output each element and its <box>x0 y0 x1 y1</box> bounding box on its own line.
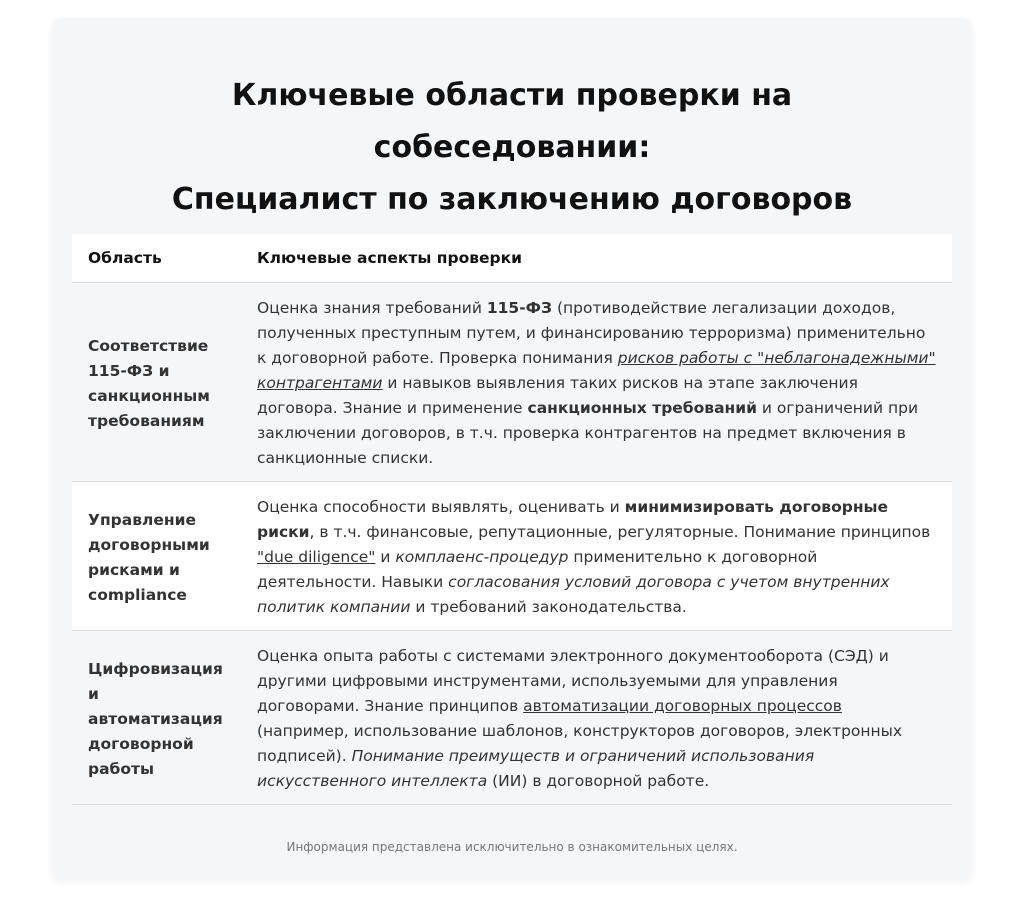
text-span: (противодействие легализации доходов, полученных преступным путем, и финансированию терроризма) применительно к договорной работе. Проверка понимания <box>257 299 926 367</box>
text-span: (ИИ) в договорной работе. <box>487 772 710 790</box>
text-span: , в т.ч. финансовые, репутационные, регуляторные. Понимание принципов <box>309 523 931 541</box>
text-span: Оценка способности выявлять, оценивать и <box>257 498 625 516</box>
text-span: и навыков выявления таких рисков на этапе заключения договора. Знание и применение <box>257 374 858 417</box>
underlined-link[interactable]: "due diligence" <box>257 548 376 566</box>
column-header-area: Область <box>72 234 241 283</box>
title-line-2: собеседовании: <box>373 130 651 165</box>
italic-term: согласования условий договора с учетом внутренних политик компании <box>257 573 890 616</box>
table-row <box>72 283 952 482</box>
aspects-cell <box>241 283 952 482</box>
text-span: Оценка знания требований <box>257 299 487 317</box>
title-line-1: Ключевые области проверки на <box>231 78 793 113</box>
table-row <box>72 482 952 631</box>
review-areas-table <box>72 234 952 805</box>
bold-term: 115-ФЗ <box>486 299 553 317</box>
page-title <box>52 70 972 226</box>
title-line-3: Специалист по заключению договоров <box>171 182 853 217</box>
italic-term: Понимание преимуществ и ограничений использования искусственного интеллекта <box>257 747 815 790</box>
underlined-link[interactable]: рисков работы с "неблагонадежными" контрагентами <box>257 349 936 392</box>
text-span: и <box>375 548 396 566</box>
text-span: Оценка опыта работы с системами электронного документооборота (СЭД) и другими цифровыми инструментами, используемыми для управления договорами. Знание принципов <box>257 647 889 715</box>
text-span: и ограничений при заключении договоров, в т.ч. проверка контрагентов на предмет включения в санкционные списки. <box>257 399 919 467</box>
bold-term: минимизировать договорные риски <box>257 498 889 541</box>
text-span: применительно к договорной деятельности. Навыки <box>257 548 818 591</box>
aspects-cell <box>241 631 952 805</box>
disclaimer-footer: Информация представлена исключительно в ознакомительных целях. <box>286 840 738 854</box>
italic-term: комплаенс-процедур <box>395 548 569 566</box>
column-header-aspects: Ключевые аспекты проверки <box>241 234 952 283</box>
area-cell: Цифровизация и автоматизация договорной работы <box>72 631 241 805</box>
area-cell: Управление договорными рисками и compliance <box>72 482 241 631</box>
table-row <box>72 631 952 805</box>
content-card <box>52 18 972 880</box>
bold-term: санкционных требований <box>527 399 757 417</box>
text-span: и требований законодательства. <box>410 598 687 616</box>
text-span: (например, использование шаблонов, конструкторов договоров, электронных подписей). <box>257 722 903 765</box>
table-header-row <box>72 234 952 283</box>
area-cell: Соответствие 115-ФЗ и санкционным требованиям <box>72 283 241 482</box>
aspects-cell <box>241 482 952 631</box>
underlined-link[interactable]: автоматизации договорных процессов <box>523 697 842 715</box>
